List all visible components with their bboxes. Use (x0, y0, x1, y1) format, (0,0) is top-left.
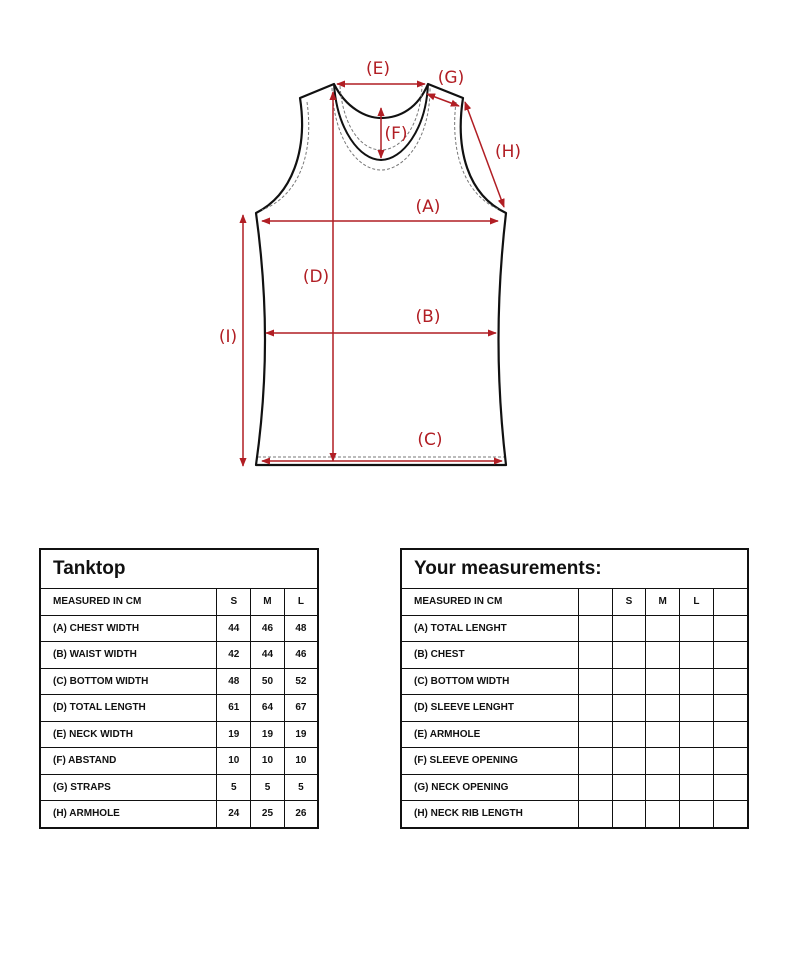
measurements-table-title: Your measurements: (401, 549, 748, 589)
size-value: 50 (251, 668, 285, 695)
row-label: (E) ARMHOLE (401, 721, 578, 748)
measurement-entry-cell[interactable] (646, 642, 680, 669)
row-label: (F) SLEEVE OPENING (401, 748, 578, 775)
measurement-entry-cell[interactable] (713, 695, 748, 722)
label-f: (F) (384, 124, 408, 144)
measure-g-line (427, 94, 459, 106)
table-row (401, 721, 748, 748)
size-value: 44 (217, 615, 251, 642)
measurement-entry-cell[interactable] (680, 668, 714, 695)
measurement-entry-cell[interactable] (713, 615, 748, 642)
size-value: 64 (251, 695, 285, 722)
measurement-entry-cell[interactable] (680, 748, 714, 775)
size-value: 52 (284, 668, 318, 695)
measurement-entry-cell[interactable] (578, 801, 612, 828)
size-value: 10 (217, 748, 251, 775)
measurement-entry-cell[interactable] (646, 774, 680, 801)
measurement-entry-cell[interactable] (713, 748, 748, 775)
measurement-entry-cell[interactable] (578, 695, 612, 722)
label-i: (I) (218, 327, 238, 347)
measurement-entry-cell[interactable] (646, 615, 680, 642)
label-c: (C) (417, 430, 443, 450)
size-table (39, 548, 319, 829)
measure-header-m: M (646, 589, 680, 616)
measure-header-s: S (612, 589, 646, 616)
size-value: 46 (251, 615, 285, 642)
size-value: 46 (284, 642, 318, 669)
table-row (40, 748, 318, 775)
size-value: 19 (284, 721, 318, 748)
measurement-entry-cell[interactable] (680, 774, 714, 801)
measurement-entry-cell[interactable] (680, 695, 714, 722)
table-row (40, 721, 318, 748)
measurement-entry-cell[interactable] (646, 801, 680, 828)
row-label: (F) ABSTAND (40, 748, 217, 775)
table-row (40, 695, 318, 722)
size-value: 19 (217, 721, 251, 748)
measurement-entry-cell[interactable] (713, 668, 748, 695)
size-table-title: Tanktop (40, 549, 318, 589)
measurement-entry-cell[interactable] (713, 801, 748, 828)
label-a: (A) (415, 197, 441, 217)
measurement-entry-cell[interactable] (578, 748, 612, 775)
measurement-entry-cell[interactable] (646, 721, 680, 748)
measurements-table (400, 548, 749, 829)
measurement-entry-cell[interactable] (578, 721, 612, 748)
row-label: (H) NECK RIB LENGTH (401, 801, 578, 828)
row-label: (E) NECK WIDTH (40, 721, 217, 748)
measure-header-blank-2 (713, 589, 748, 616)
table-row (40, 774, 318, 801)
measure-header-l: L (680, 589, 714, 616)
label-h: (H) (494, 142, 522, 162)
label-d: (D) (302, 267, 330, 287)
table-row (40, 801, 318, 828)
size-value: 5 (251, 774, 285, 801)
measurement-entry-cell[interactable] (646, 668, 680, 695)
row-label: (D) TOTAL LENGTH (40, 695, 217, 722)
measure-header-blank (578, 589, 612, 616)
table-row (401, 615, 748, 642)
size-value: 42 (217, 642, 251, 669)
size-value: 61 (217, 695, 251, 722)
row-label: (G) NECK OPENING (401, 774, 578, 801)
measurement-entry-cell[interactable] (612, 721, 646, 748)
label-g: (G) (437, 68, 465, 88)
label-e: (E) (365, 59, 391, 79)
size-value: 67 (284, 695, 318, 722)
measurement-entry-cell[interactable] (612, 801, 646, 828)
size-header-s: S (217, 589, 251, 616)
measurement-entry-cell[interactable] (578, 615, 612, 642)
measurement-entry-cell[interactable] (680, 721, 714, 748)
measurement-entry-cell[interactable] (612, 774, 646, 801)
measurement-entry-cell[interactable] (680, 642, 714, 669)
measurement-entry-cell[interactable] (680, 615, 714, 642)
size-table-header: MEASURED IN CM (40, 589, 217, 616)
size-header-l: L (284, 589, 318, 616)
row-label: (H) ARMHOLE (40, 801, 217, 828)
size-value: 24 (217, 801, 251, 828)
measurement-entry-cell[interactable] (612, 695, 646, 722)
measurement-entry-cell[interactable] (612, 748, 646, 775)
row-label: (B) CHEST (401, 642, 578, 669)
label-b: (B) (415, 307, 441, 327)
measurement-entry-cell[interactable] (612, 668, 646, 695)
row-label: (B) WAIST WIDTH (40, 642, 217, 669)
size-value: 26 (284, 801, 318, 828)
measurement-entry-cell[interactable] (646, 695, 680, 722)
measurement-lines (243, 84, 504, 466)
measurement-entry-cell[interactable] (713, 721, 748, 748)
measurement-entry-cell[interactable] (612, 615, 646, 642)
row-label: (C) BOTTOM WIDTH (401, 668, 578, 695)
table-row (401, 801, 748, 828)
table-row (40, 642, 318, 669)
size-value: 10 (251, 748, 285, 775)
measurement-entry-cell[interactable] (578, 668, 612, 695)
measurement-entry-cell[interactable] (680, 801, 714, 828)
size-value: 5 (284, 774, 318, 801)
table-row (40, 615, 318, 642)
table-row (401, 774, 748, 801)
table-row (401, 695, 748, 722)
table-row (401, 668, 748, 695)
measurement-entry-cell[interactable] (713, 642, 748, 669)
measurement-entry-cell[interactable] (646, 748, 680, 775)
size-value: 10 (284, 748, 318, 775)
size-value: 5 (217, 774, 251, 801)
size-value: 25 (251, 801, 285, 828)
row-label: (G) STRAPS (40, 774, 217, 801)
row-label: (A) TOTAL LENGHT (401, 615, 578, 642)
table-row (401, 748, 748, 775)
measurement-entry-cell[interactable] (578, 774, 612, 801)
size-header-m: M (251, 589, 285, 616)
row-label: (D) SLEEVE LENGHT (401, 695, 578, 722)
measurement-entry-cell[interactable] (578, 642, 612, 669)
row-label: (A) CHEST WIDTH (40, 615, 217, 642)
measurement-entry-cell[interactable] (612, 642, 646, 669)
measurement-entry-cell[interactable] (713, 774, 748, 801)
size-value: 48 (217, 668, 251, 695)
table-row (40, 668, 318, 695)
size-value: 44 (251, 642, 285, 669)
size-value: 19 (251, 721, 285, 748)
row-label: (C) BOTTOM WIDTH (40, 668, 217, 695)
table-row (401, 642, 748, 669)
size-value: 48 (284, 615, 318, 642)
measurements-table-header: MEASURED IN CM (401, 589, 578, 616)
